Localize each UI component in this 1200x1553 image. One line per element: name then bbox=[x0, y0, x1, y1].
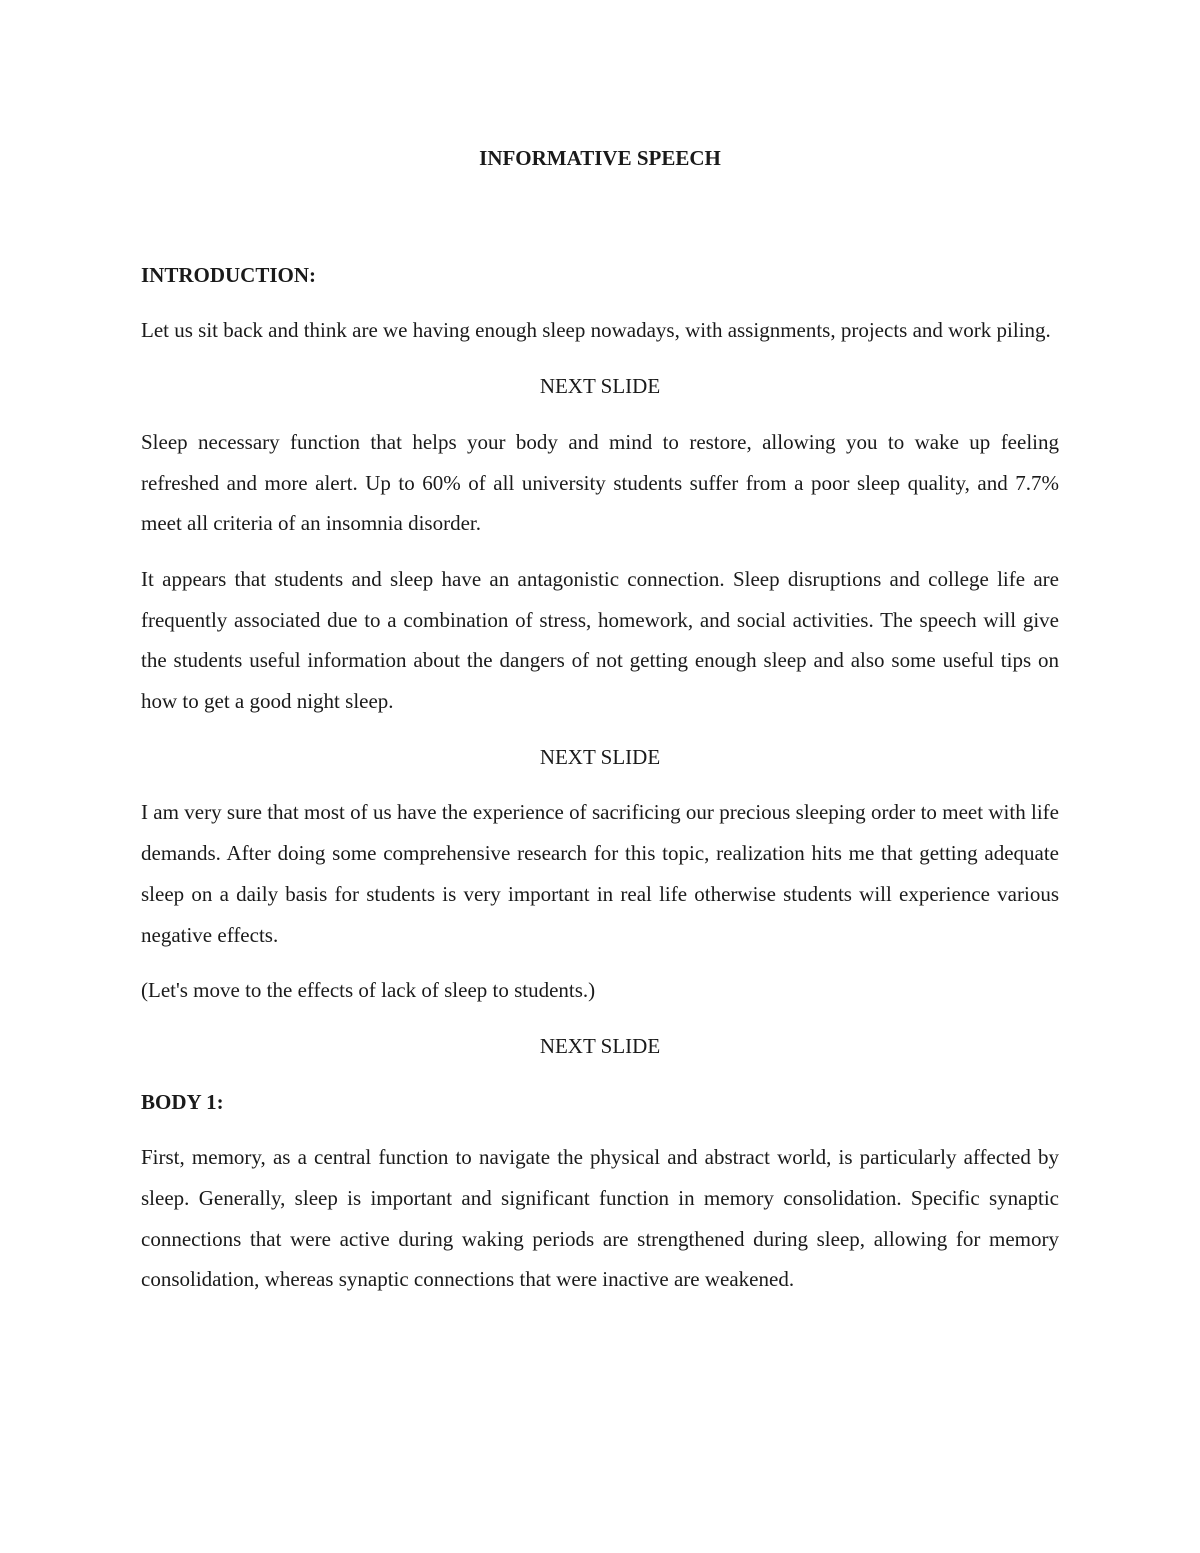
spacer bbox=[141, 1011, 1059, 1026]
body1-paragraph-1: First, memory, as a central function to navigate the physical and abstract world, is particularly affected by sleep. Generally, sleep is important and significant function in memory consolidation. Specific synaptic connections that were active during waking periods are strengthened during sleep, allowing for memory consolidation, whereas synaptic connections that were inactive are weakened. bbox=[141, 1145, 1059, 1292]
document-body bbox=[141, 138, 1059, 1300]
spacer bbox=[141, 179, 1059, 255]
spacer bbox=[141, 1122, 1059, 1137]
next-slide-marker-3: NEXT SLIDE bbox=[539, 1033, 661, 1058]
spacer bbox=[141, 351, 1059, 366]
next-slide-marker-1: NEXT SLIDE bbox=[539, 374, 661, 399]
intro-paragraph-1: Let us sit back and think are we having enough sleep nowadays, with assignments, projects and work piling. bbox=[141, 318, 1051, 343]
spacer bbox=[141, 722, 1059, 737]
intro-paragraph-3: It appears that students and sleep have an antagonistic connection. Sleep disruptions and college life are frequently associated due to a combination of stress, homework, and social activities. The speech will give the students useful information about the dangers of not getting enough sleep and also some useful tips on how to get a good night sleep. bbox=[141, 566, 1059, 714]
spacer bbox=[141, 955, 1059, 970]
body1-heading: BODY 1: bbox=[141, 1089, 224, 1114]
spacer bbox=[141, 777, 1059, 792]
document-title: INFORMATIVE SPEECH bbox=[479, 146, 721, 170]
spacer bbox=[141, 407, 1059, 422]
intro-paragraph-2: Sleep necessary function that helps your body and mind to restore, allowing you to wake up feeling refreshed and more alert. Up to 60% of all university students suffer from a poor sleep quality, and 7.7% meet all criteria of an insomnia disorder. bbox=[141, 429, 1059, 536]
intro-paragraph-4: I am very sure that most of us have the experience of sacrificing our precious sleeping order to meet with life demands. After doing some comprehensive research for this topic, realization hits me that getting adequate sleep on a daily basis for students is very important in real life otherwise students will experience various negative effects. bbox=[141, 800, 1059, 947]
transition-note: (Let's move to the effects of lack of sleep to students.) bbox=[141, 978, 596, 1003]
next-slide-marker-2: NEXT SLIDE bbox=[539, 744, 661, 769]
spacer bbox=[141, 295, 1059, 310]
spacer bbox=[141, 544, 1059, 559]
spacer bbox=[141, 1067, 1059, 1082]
introduction-heading: INTRODUCTION: bbox=[141, 262, 317, 287]
